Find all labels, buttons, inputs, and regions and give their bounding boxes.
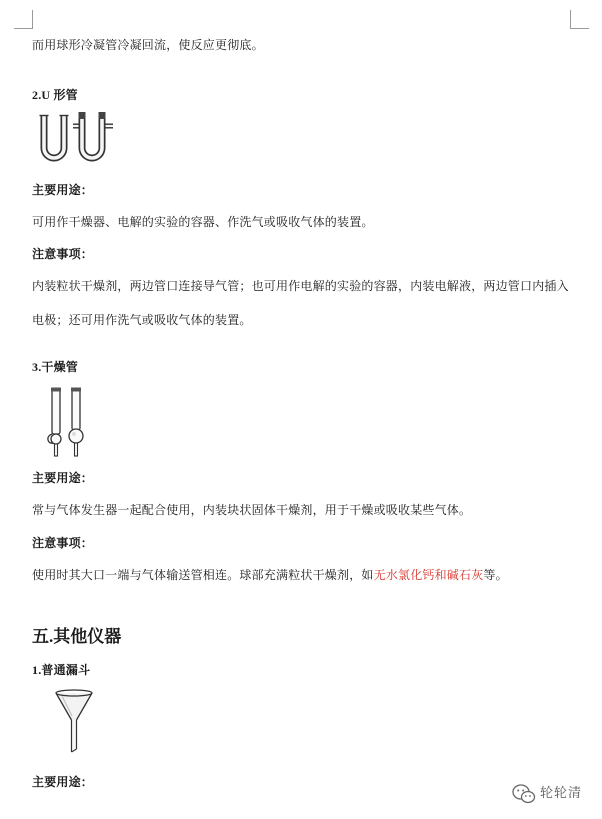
drying-tube-notes-label: 注意事项： <box>32 536 94 550</box>
u-tube-illustration <box>36 110 116 168</box>
funnel-heading: 1.普通漏斗 <box>32 663 91 677</box>
crop-mark-top-right <box>570 10 589 29</box>
funnel-illustration <box>52 688 96 756</box>
u-tube-main-use-text: 可用作干燥器、电解的实验的容器、作洗气或吸收气体的装置。 <box>32 215 374 229</box>
u-tube-heading: 2.U 形管 <box>32 88 78 102</box>
drying-tube-illustration <box>44 386 92 458</box>
funnel-main-use-label: 主要用途： <box>32 775 94 789</box>
u-tube-with-side-arms <box>73 112 113 158</box>
watermark-text: 轮轮清 <box>540 786 583 801</box>
drying-tube-notes-before: 使用时其大口一端与气体输送管相连。球部充满粒状干燥剂，如 <box>32 568 374 582</box>
u-tube-notes-line-2: 电极；还可用作洗气或吸收气体的装置。 <box>32 313 252 327</box>
u-tube-notes-label: 注意事项： <box>32 247 94 261</box>
crop-mark-top-left <box>14 10 33 29</box>
drying-tube-notes-highlight: 无水氯化钙和碱石灰 <box>373 568 484 582</box>
drying-tube-left <box>48 388 61 457</box>
drying-tube-notes-text <box>32 567 508 583</box>
drying-tube-right <box>69 388 83 457</box>
wechat-icon <box>512 783 536 805</box>
drying-tube-notes-after: 等。 <box>483 568 508 582</box>
u-tube-plain <box>40 116 69 159</box>
drying-tube-main-use-text: 常与气体发生器一起配合使用，内装块状固体干燥剂，用于干燥或吸收某些气体。 <box>32 503 472 517</box>
u-tube-notes-line-1: 内装粒状干燥剂，两边管口连接导气管；也可用作电解的实验的容器，内装电解液，两边管口内插入 <box>32 279 569 293</box>
drying-tube-heading: 3.干燥管 <box>32 360 79 374</box>
drying-tube-main-use-label: 主要用途： <box>32 471 94 485</box>
other-instruments-heading: 五.其他仪器 <box>32 627 122 646</box>
intro-line: 而用球形冷凝管冷凝回流，使反应更彻底。 <box>32 38 264 52</box>
u-tube-main-use-label: 主要用途： <box>32 183 94 197</box>
